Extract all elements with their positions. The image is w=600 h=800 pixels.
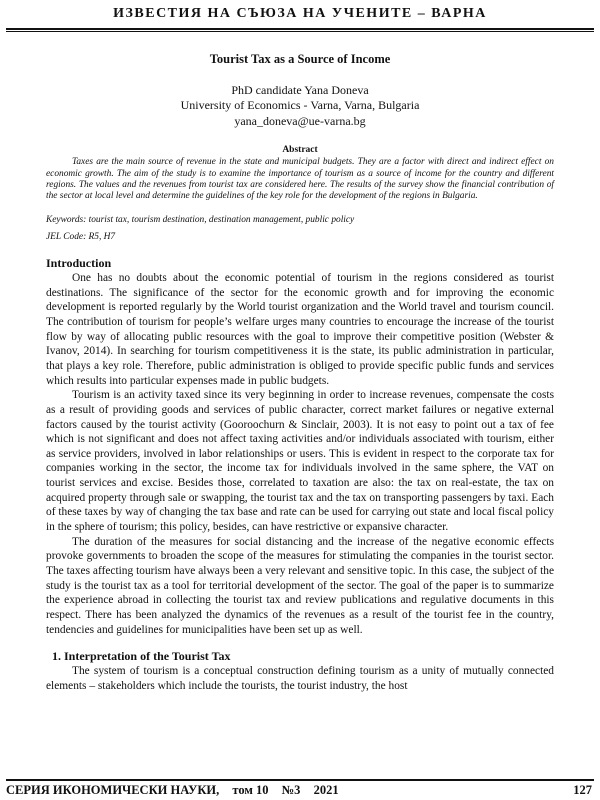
author-affiliation: University of Economics - Varna, Varna, Bulgaria [180, 98, 420, 113]
keywords: Keywords: tourist tax, tourism destination, destination management, public policy [46, 214, 355, 225]
jel-code: JEL Code: R5, H7 [46, 231, 116, 242]
abstract-text: Taxes are the main source of revenue in the state and municipal budgets. They are a factor with direct and indirect effect on economic growth. The aim of the study is to examine the importance of tourism as a source of income for the country and different regions. The values and the revenues from tourist tax are considered here. The results of the survey show the financial contribution of the sector at local level and determine the guidelines of the key role for the development of the regions in Bulgaria. [46, 157, 554, 202]
journal-header [0, 6, 600, 22]
introduction-paragraph-3: The duration of the measures for social distancing and the increase of the negative economic effects provoke governments to broaden the scope of the measures for stimulating the companies in the tourist sector. The taxes affecting tourism have always been a very relevant and sensitive topic. In this case, the subject of the study is the tourist tax as a tool for territorial development of the sector. The goal of the paper is to summarize the experience abroad in collecting the tourist tax and review publications and regulative documents in this respect. There has been analyzed the dynamics of the revenues as a result of the tourist fee in the country, tendencies and guidelines for municipalities have been set up as well. [46, 535, 554, 636]
page-content [46, 52, 554, 694]
journal-title: ИЗВЕСТИЯ НА СЪЮЗА НА УЧЕНИТЕ – ВАРНА [113, 6, 487, 21]
page-footer [6, 783, 592, 798]
header-rule [6, 28, 594, 30]
introduction-paragraph-2: Tourism is an activity taxed since its very beginning in order to increase revenues, compensate the costs as a result of providing goods and services of public character, correct market failures or negative external factors caused by the tourist activity (Gooroochurn & Sinclair, 2003). It is not easy to point out a tax of fee which is not significant and does not affect taxing activities and/or individuals associated with tourism, either as service providers, involved in labor relationships or users. This is evident in respect to the corporate tax for companies working in the sector, the income tax for individuals involved in the same sphere, the VAT on tourist services and excise. Besides those, correlated to taxation are also: the tax on real-estate, the tax on acquired property through sale or swapping, the tourist tax and the tax on transporting passengers by taxi. Each of these taxes by way of changing the tax base and rate can be used for carrying out state and local fiscal policy in the sphere of tourism; this policy, besides, can have restrictive or expansive character. [46, 389, 554, 534]
author-block [46, 83, 554, 129]
header-rule-thin [6, 31, 594, 32]
footer-year: 2021 [313, 783, 339, 797]
footer-rule [6, 779, 594, 781]
paper-title: Tourist Tax as a Source of Income [209, 52, 391, 66]
page-number: 127 [573, 783, 592, 797]
footer-series: СЕРИЯ ИКОНОМИЧЕСКИ НАУКИ, [6, 783, 220, 797]
section-1-heading: 1. Interpretation of the Tourist Tax [52, 649, 231, 664]
footer-issue: №3 [281, 783, 301, 797]
author-email: yana_doneva@ue-varna.bg [234, 113, 366, 128]
footer-series-info [6, 783, 349, 798]
section-1-paragraph-1: The system of tourism is a conceptual construction defining tourism as a unity of mutually connected elements – stakeholders which include the tourists, the tourist industry, the host [46, 665, 554, 693]
introduction-heading: Introduction [46, 255, 112, 270]
footer-volume: том 10 [232, 783, 269, 797]
introduction-paragraph-1: One has no doubts about the economic potential of tourism in the regions considered as tourist destinations. The significance of the sector for the economic growth and for improving the economic development is reported regularly by the World tourist organization and the World travel and tourism council. The contribution of tourism for people’s welfare urges many countries to encourage the increase of the tourist flow by way of allocating public resources with the goal to improve their competitive position (Webster & Ivanov, 2014). In searching for tourism competitiveness it is the state, its public administration in particular, that plays a key role. Therefore, public administration is obliged to provide specific public funds and services which results into particular expenses made in public budgets. [46, 271, 554, 387]
author-name: PhD candidate Yana Doneva [231, 83, 369, 97]
abstract-heading: Abstract [282, 145, 318, 156]
